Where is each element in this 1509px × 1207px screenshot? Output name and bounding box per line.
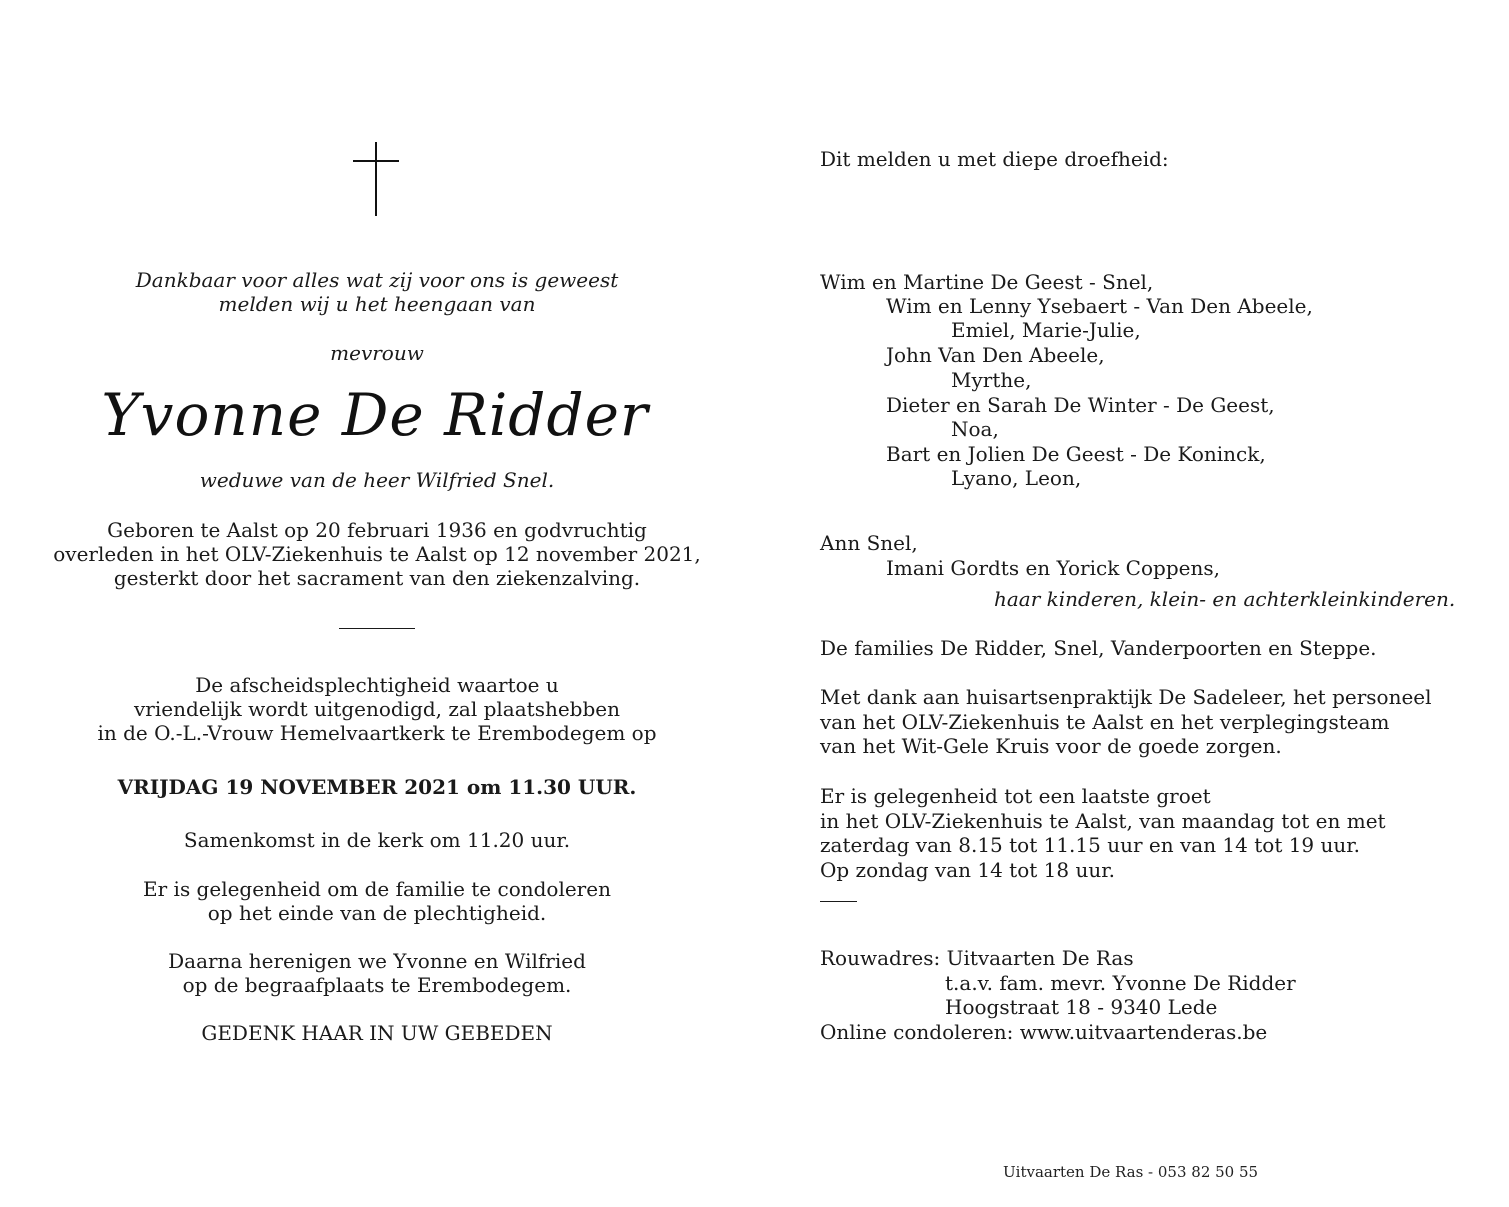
family-line-5: Myrthe, (951, 368, 1032, 392)
family-line-8: Bart en Jolien De Geest - De Koninck, (886, 442, 1266, 466)
family2-line-2: Imani Gordts en Yorick Coppens, (886, 556, 1220, 580)
cross-icon (350, 140, 402, 218)
thanks-line-3: van het Wit-Gele Kruis voor de goede zorgen. (820, 734, 1282, 758)
ceremony-line-1: De afscheidsplechtigheid waartoe u (195, 673, 559, 697)
announce-line: Dit melden u met diepe droefheid: (820, 147, 1169, 171)
deceased-name: Yvonne De Ridder (101, 381, 649, 449)
family-line-3: Emiel, Marie-Julie, (951, 318, 1141, 342)
family-line-4: John Van Den Abeele, (886, 343, 1105, 367)
thanks-line-1: Met dank aan huisartsenpraktijk De Sadeleer, het personeel (820, 685, 1432, 709)
ceremony-line-3: in de O.-L.-Vrouw Hemelvaartkerk te Erembodegem op (97, 721, 657, 745)
ceremony-date: VRIJDAG 19 NOVEMBER 2021 om 11.30 UUR. (117, 775, 637, 799)
footer-contact: Uitvaarten De Ras - 053 82 50 55 (1003, 1163, 1259, 1181)
title-mevrouw: mevrouw (330, 341, 424, 365)
family-line-6: Dieter en Sarah De Winter - De Geest, (886, 393, 1275, 417)
address-line-1: t.a.v. fam. mevr. Yvonne De Ridder (945, 971, 1296, 995)
families-line: De families De Ridder, Snel, Vanderpoorten en Steppe. (820, 636, 1377, 660)
online-condolence: Online condoleren: www.uitvaartenderas.be (820, 1020, 1268, 1044)
thanks-line-2: van het OLV-Ziekenhuis te Aalst en het verplegingsteam (820, 710, 1390, 734)
widow-line: weduwe van de heer Wilfried Snel. (199, 468, 555, 492)
family2-line-1: Ann Snel, (820, 531, 918, 555)
visit-line-4: Op zondag van 14 tot 18 uur. (820, 858, 1115, 882)
condolence-line-1: Er is gelegenheid om de familie te condoleren (143, 877, 611, 901)
visit-line-2: in het OLV-Ziekenhuis te Aalst, van maandag tot en met (820, 809, 1386, 833)
visit-line-1: Er is gelegenheid tot een laatste groet (820, 784, 1211, 808)
ceremony-line-2: vriendelijk wordt uitgenodigd, zal plaatshebben (134, 697, 620, 721)
condolence-line-2: op het einde van de plechtigheid. (207, 901, 547, 925)
burial-line-2: op de begraafplaats te Erembodegem. (182, 973, 572, 997)
relation-line: haar kinderen, klein- en achterkleinkinderen. (994, 587, 1456, 611)
family-line-2: Wim en Lenny Ysebaert - Van Den Abeele, (886, 294, 1313, 318)
section-divider (339, 628, 415, 629)
birth-line-2: overleden in het OLV-Ziekenhuis te Aalst op 12 november 2021, (53, 542, 701, 566)
intro-line-2: melden wij u het heengaan van (218, 292, 536, 316)
address-label: Rouwadres: Uitvaarten De Ras (820, 946, 1134, 970)
birth-line-3: gesterkt door het sacrament van den ziekenzalving. (113, 566, 641, 590)
short-divider (820, 901, 857, 902)
birth-line-1: Geboren te Aalst op 20 februari 1936 en godvruchtig (107, 518, 647, 542)
family-line-1: Wim en Martine De Geest - Snel, (820, 270, 1154, 294)
intro-line-1: Dankbaar voor alles wat zij voor ons is geweest (135, 268, 619, 292)
gathering-line: Samenkomst in de kerk om 11.20 uur. (183, 828, 571, 852)
address-line-2: Hoogstraat 18 - 9340 Lede (945, 995, 1218, 1019)
visit-line-3: zaterdag van 8.15 tot 11.15 uur en van 14 tot 19 uur. (820, 833, 1360, 857)
family-line-9: Lyano, Leon, (951, 466, 1082, 490)
burial-line-1: Daarna herenigen we Yvonne en Wilfried (168, 949, 586, 973)
family-line-7: Noa, (951, 417, 999, 441)
closing-line: GEDENK HAAR IN UW GEBEDEN (201, 1021, 553, 1045)
